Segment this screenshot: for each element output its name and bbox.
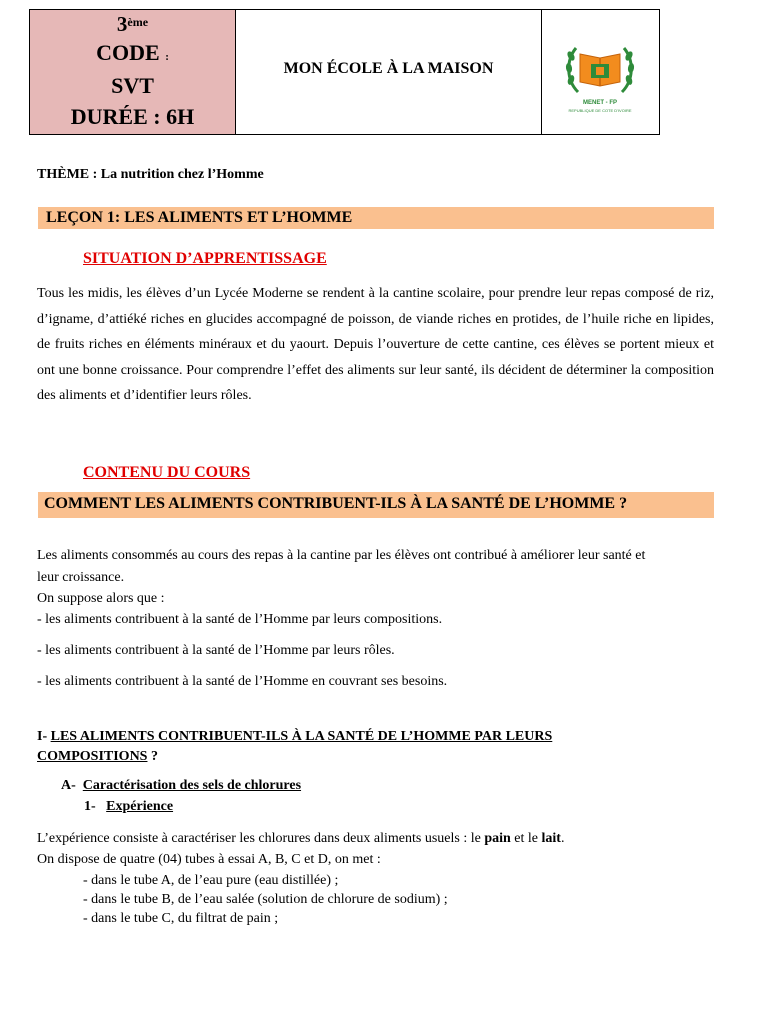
section-1-title: I- LES ALIMENTS CONTRIBUENT-ILS À LA SANTÉ DE L’HOMME PAR LEURS COMPOSITIONS ? (37, 729, 553, 764)
lesson-title: LEÇON 1: LES ALIMENTS ET L’HOMME (38, 207, 714, 229)
contenu-heading: CONTENU DU COURS (83, 464, 251, 481)
logo-caption: REPUBLIQUE DE COTE D'IVOIRE (568, 108, 632, 113)
section-a-title: A- Caractérisation des sels de chlorures (61, 778, 302, 793)
logo-text: MENET - FP (583, 100, 617, 106)
tube-item: - dans le tube C, du filtrat de pain ; (83, 911, 279, 926)
main-question: COMMENT LES ALIMENTS CONTRIBUENT-ILS À LA SANTÉ DE L’HOMME ? (38, 492, 714, 518)
intro-line-1: Les aliments consommés au cours des repas à la cantine par les élèves ont contribué à améliorer leur santé et (37, 548, 646, 563)
page-title: MON ÉCOLE À LA MAISON (283, 60, 494, 77)
suppose-line: On suppose alors que : (37, 591, 165, 606)
hypothesis-item: - les aliments contribuent à la santé de l’Homme en couvrant ses besoins. (37, 674, 448, 689)
experience-title: 1- Expérience (84, 799, 174, 814)
course-info-cell (30, 10, 236, 134)
theme-line: THÈME : La nutrition chez l’Homme (37, 167, 264, 182)
tube-item: - dans le tube B, de l’eau salée (solution de chlorure de sodium) ; (83, 892, 448, 907)
duration-label: DURÉE : 6H (70, 104, 195, 129)
intro-line-2: leur croissance. (37, 570, 125, 585)
hypothesis-item: - les aliments contribuent à la santé de l’Homme par leurs rôles. (37, 643, 395, 658)
tube-item: - dans le tube A, de l’eau pure (eau distillée) ; (83, 873, 339, 888)
hypothesis-item: - les aliments contribuent à la santé de l’Homme par leurs compositions. (37, 612, 443, 627)
experience-text: L’expérience consiste à caractériser les chlorures dans deux aliments usuels : le pain et le lait. (37, 831, 565, 846)
grade-level: 3ème (116, 12, 149, 36)
subject-label: SVT (111, 73, 154, 98)
tubes-intro: On dispose de quatre (04) tubes à essai A, B, C et D, on met : (37, 852, 381, 867)
situation-text: Tous les midis, les élèves d’un Lycée Moderne se rendent à la cantine scolaire, pour prendre leur repas composé de riz, d’igname, d’attiéké riches en glucides accompagné de poisson, de viande riches en protides, de l’huile riche en lipides, de fruits riches en éléments minéraux et du yaourt. Depuis l’ouverture de cette cantine, ces élèves se portent mieux et ont une bonne croissance. Pour comprendre l’effet des aliments sur leur santé, ils décident de déterminer la composition des aliments et d’identifier leurs rôles. (37, 286, 714, 403)
situation-heading: SITUATION D’APPRENTISSAGE (83, 250, 327, 267)
code-label: CODE : (96, 40, 169, 65)
header-table (29, 9, 660, 135)
title-cell (236, 10, 542, 134)
logo-cell (542, 10, 659, 134)
